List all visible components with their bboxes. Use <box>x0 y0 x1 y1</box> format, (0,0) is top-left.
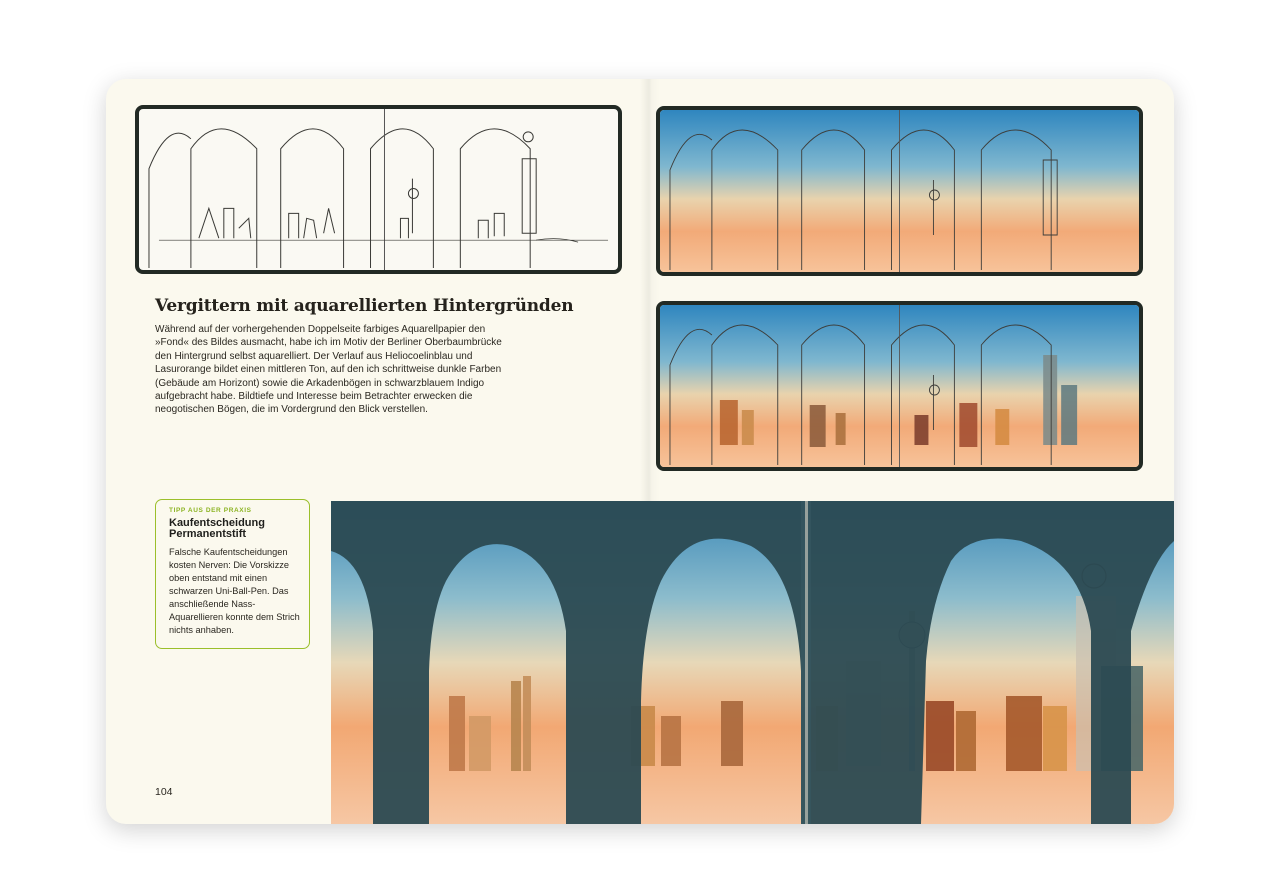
wash-sketch-image <box>656 106 1143 276</box>
book-spread <box>106 79 1174 824</box>
tip-label: TIPP AUS DER PRAXIS <box>169 507 252 514</box>
section-heading: Vergittern mit aquarellierten Hintergründen <box>155 296 574 316</box>
tip-title: Kaufentscheidung Permanentstift <box>169 517 265 540</box>
tip-box <box>155 499 310 649</box>
final-watercolor-image <box>331 501 1174 824</box>
page-number: 104 <box>155 786 173 798</box>
pen-sketch-image <box>135 105 622 274</box>
pen-sketch-drawing <box>139 109 618 270</box>
body-paragraph: Während auf der vorhergehenden Doppelseite farbiges Aquarellpapier den »Fond« des Bildes ausmacht, habe ich im Motiv der Berliner Oberbaumbrücke den Hintergrund selbst aquarelliert. Der Verlauf aus Heliocoelinblau und Lasurorange bildet einen mittleren Ton, auf den ich schrittweise dunkle Farben (Gebäude am Horizont) sowie die Arkadenbögen in schwarzblauem Indigo aufgebracht habe. Bildtiefe und Interesse beim Betrachter erwecken die neogotischen Bögen, die im Vordergrund den Blick verstellen. <box>155 324 502 416</box>
tip-text: Falsche Kaufentscheidungen kosten Nerven: Die Vorskizze oben entstand mit einen schwarzen Uni-Ball-Pen. Das anschließende Nass-Aquarellieren konnte dem Strich nichts anhaben. <box>169 547 300 635</box>
final-watercolor-painting <box>331 501 1174 824</box>
buildings-sketch-painting <box>660 305 1139 467</box>
wash-sketch-painting <box>660 110 1139 272</box>
buildings-sketch-image <box>656 301 1143 471</box>
